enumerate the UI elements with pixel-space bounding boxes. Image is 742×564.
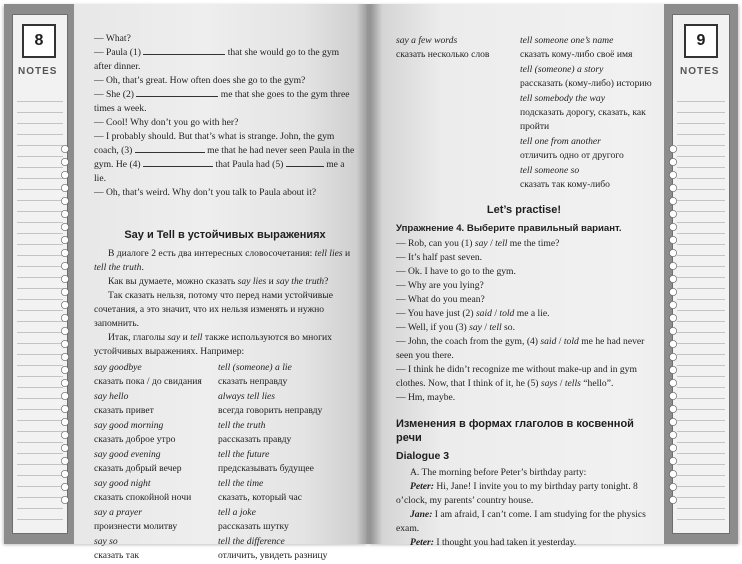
dialogue-line: Peter: I thought you had taken it yesterday.	[410, 537, 577, 548]
tell-expressions-column	[520, 34, 652, 193]
dialogue-line: — Oh, that’s weird. Why don’t you talk to Paula about it?	[94, 187, 317, 198]
expression: say a prayer произнести молитву	[94, 507, 178, 532]
expression: tell the time сказать, который час	[218, 478, 303, 503]
exercise-line: — Rob, can you (1) say / tell me the time?	[396, 238, 560, 249]
exercise-line: — Well, if you (3) say / tell so.	[396, 322, 515, 333]
left-page-text	[94, 32, 356, 564]
right-page-text	[396, 34, 652, 550]
notes-label: NOTES	[680, 66, 720, 77]
dialogue-line: — Cool! Why don’t you go with her?	[94, 117, 239, 128]
page-number: 8	[22, 24, 56, 58]
exercise-line: — Hm, maybe.	[396, 392, 456, 403]
left-notes-margin	[4, 4, 74, 544]
notes-label: NOTES	[18, 66, 58, 77]
right-page	[368, 4, 738, 548]
exercise-line: — It’s half past seven.	[396, 252, 483, 263]
right-notes-margin	[664, 4, 738, 544]
exercise-title: Упражнение 4. Выберите правильный вариант.	[396, 223, 622, 234]
expression: say good night сказать спокойной ночи	[94, 478, 192, 503]
answer-blank-1	[143, 46, 225, 55]
expression: tell (someone) a story рассказать (кому-либо) историю	[520, 64, 652, 89]
expression: say a few words сказать несколько слов	[396, 35, 490, 60]
answer-blank-5	[286, 158, 324, 167]
answer-blank-4	[143, 158, 213, 167]
expression: tell the truth рассказать правду	[218, 420, 292, 445]
notes-lines	[17, 91, 63, 525]
expression: say so сказать так	[94, 536, 140, 561]
exercise-line: — John, the coach from the gym, (4) said / told me he had never seen you there.	[396, 336, 645, 361]
dialogue-title: Dialogue 3	[396, 450, 450, 462]
exercise-line: — You have just (2) said / told me a lie.	[396, 308, 550, 319]
expression: always tell lies всегда говорить неправду	[218, 391, 323, 416]
paragraph: Так сказать нельзя, потому что перед нами устойчивые сочетания, а это значит, что их нельзя изменять и нужно запомнить.	[94, 290, 333, 329]
expression: tell somebody the way подсказать дорогу, сказать, как пройти	[520, 93, 646, 132]
exercise-line: — Why are you lying?	[396, 280, 484, 291]
changes-title: Изменения в формах глаголов в косвенной речи	[396, 418, 634, 444]
expression: tell the future предсказывать будущее	[218, 449, 314, 474]
exercise-line: — I think he didn’t recognize me without make-up and in gym clothes. Now, that I think of it, he (5) says / tells “hello”.	[396, 364, 637, 389]
dialogue-line: Jane: I am afraid, I can’t come. I am studying for the physics exam.	[396, 509, 646, 534]
practise-title: Let’s practise!	[486, 204, 562, 216]
dialogue-intro: A. The morning before Peter’s birthday party:	[410, 467, 587, 478]
book-spine-shadow	[356, 4, 382, 544]
expression: tell (someone) a lie сказать неправду	[218, 362, 292, 387]
dialogue-line: — What?	[94, 33, 131, 44]
binder-rings	[668, 144, 678, 504]
expression: tell the difference отличить, увидеть разницу	[218, 536, 328, 561]
left-page	[4, 4, 368, 561]
dialogue-line: — Oh, that’s great. How often does she go to the gym?	[94, 75, 306, 86]
tell-expressions-column	[218, 361, 356, 564]
expression: tell one from another отличить одно от другого	[520, 136, 624, 161]
notes-lines	[677, 91, 725, 525]
dialogue-line: Peter: Hi, Jane! I invite you to my birthday party tonight. 8 o’clock, my parents’ country house.	[396, 481, 638, 506]
answer-blank-2	[136, 88, 218, 97]
expression: say goodbye сказать пока / до свидания	[94, 362, 202, 387]
dialogue-line: — She (2) me that she goes to the gym three times a week.	[94, 89, 350, 114]
expression: say good morning сказать доброе утро	[94, 420, 176, 445]
exercise-line: — What do you mean?	[396, 294, 485, 305]
expression: say good evening сказать добрый вечер	[94, 449, 182, 474]
say-expressions-column	[396, 34, 520, 193]
dialogue-line: — Paula (1) that she would go to the gym after dinner.	[94, 47, 340, 72]
paragraph: В диалоге 2 есть два интересных словосочетания: tell lies и tell the truth.	[94, 248, 351, 273]
page-number: 9	[684, 24, 718, 58]
paragraph: Как вы думаете, можно сказать say lies и say the truth?	[108, 276, 329, 287]
exercise-line: — Ok. I have to go to the gym.	[396, 266, 516, 277]
expressions-table	[94, 361, 356, 564]
notes-panel	[672, 14, 730, 534]
section-title: Say и Tell в устойчивых выражениях	[124, 229, 326, 241]
expressions-table-continued	[396, 34, 652, 193]
binder-rings	[60, 144, 70, 504]
expression: tell someone one’s name сказать кому-либо своё имя	[520, 35, 633, 60]
answer-blank-3	[135, 144, 205, 153]
expression: tell a joke рассказать шутку	[218, 507, 289, 532]
dialogue-line: — I probably should. But that’s what is strange. John, the gym coach, (3) me that he had never seen Paula in the gym. He (4) that Paula had (5) me a lie.	[94, 131, 355, 184]
say-expressions-column	[94, 361, 218, 564]
expression: tell someone so сказать так кому-либо	[520, 165, 610, 190]
paragraph: Итак, глаголы say и tell также используются во многих устойчивых выражениях. Например:	[94, 332, 332, 357]
expression: say hello сказать привет	[94, 391, 154, 416]
